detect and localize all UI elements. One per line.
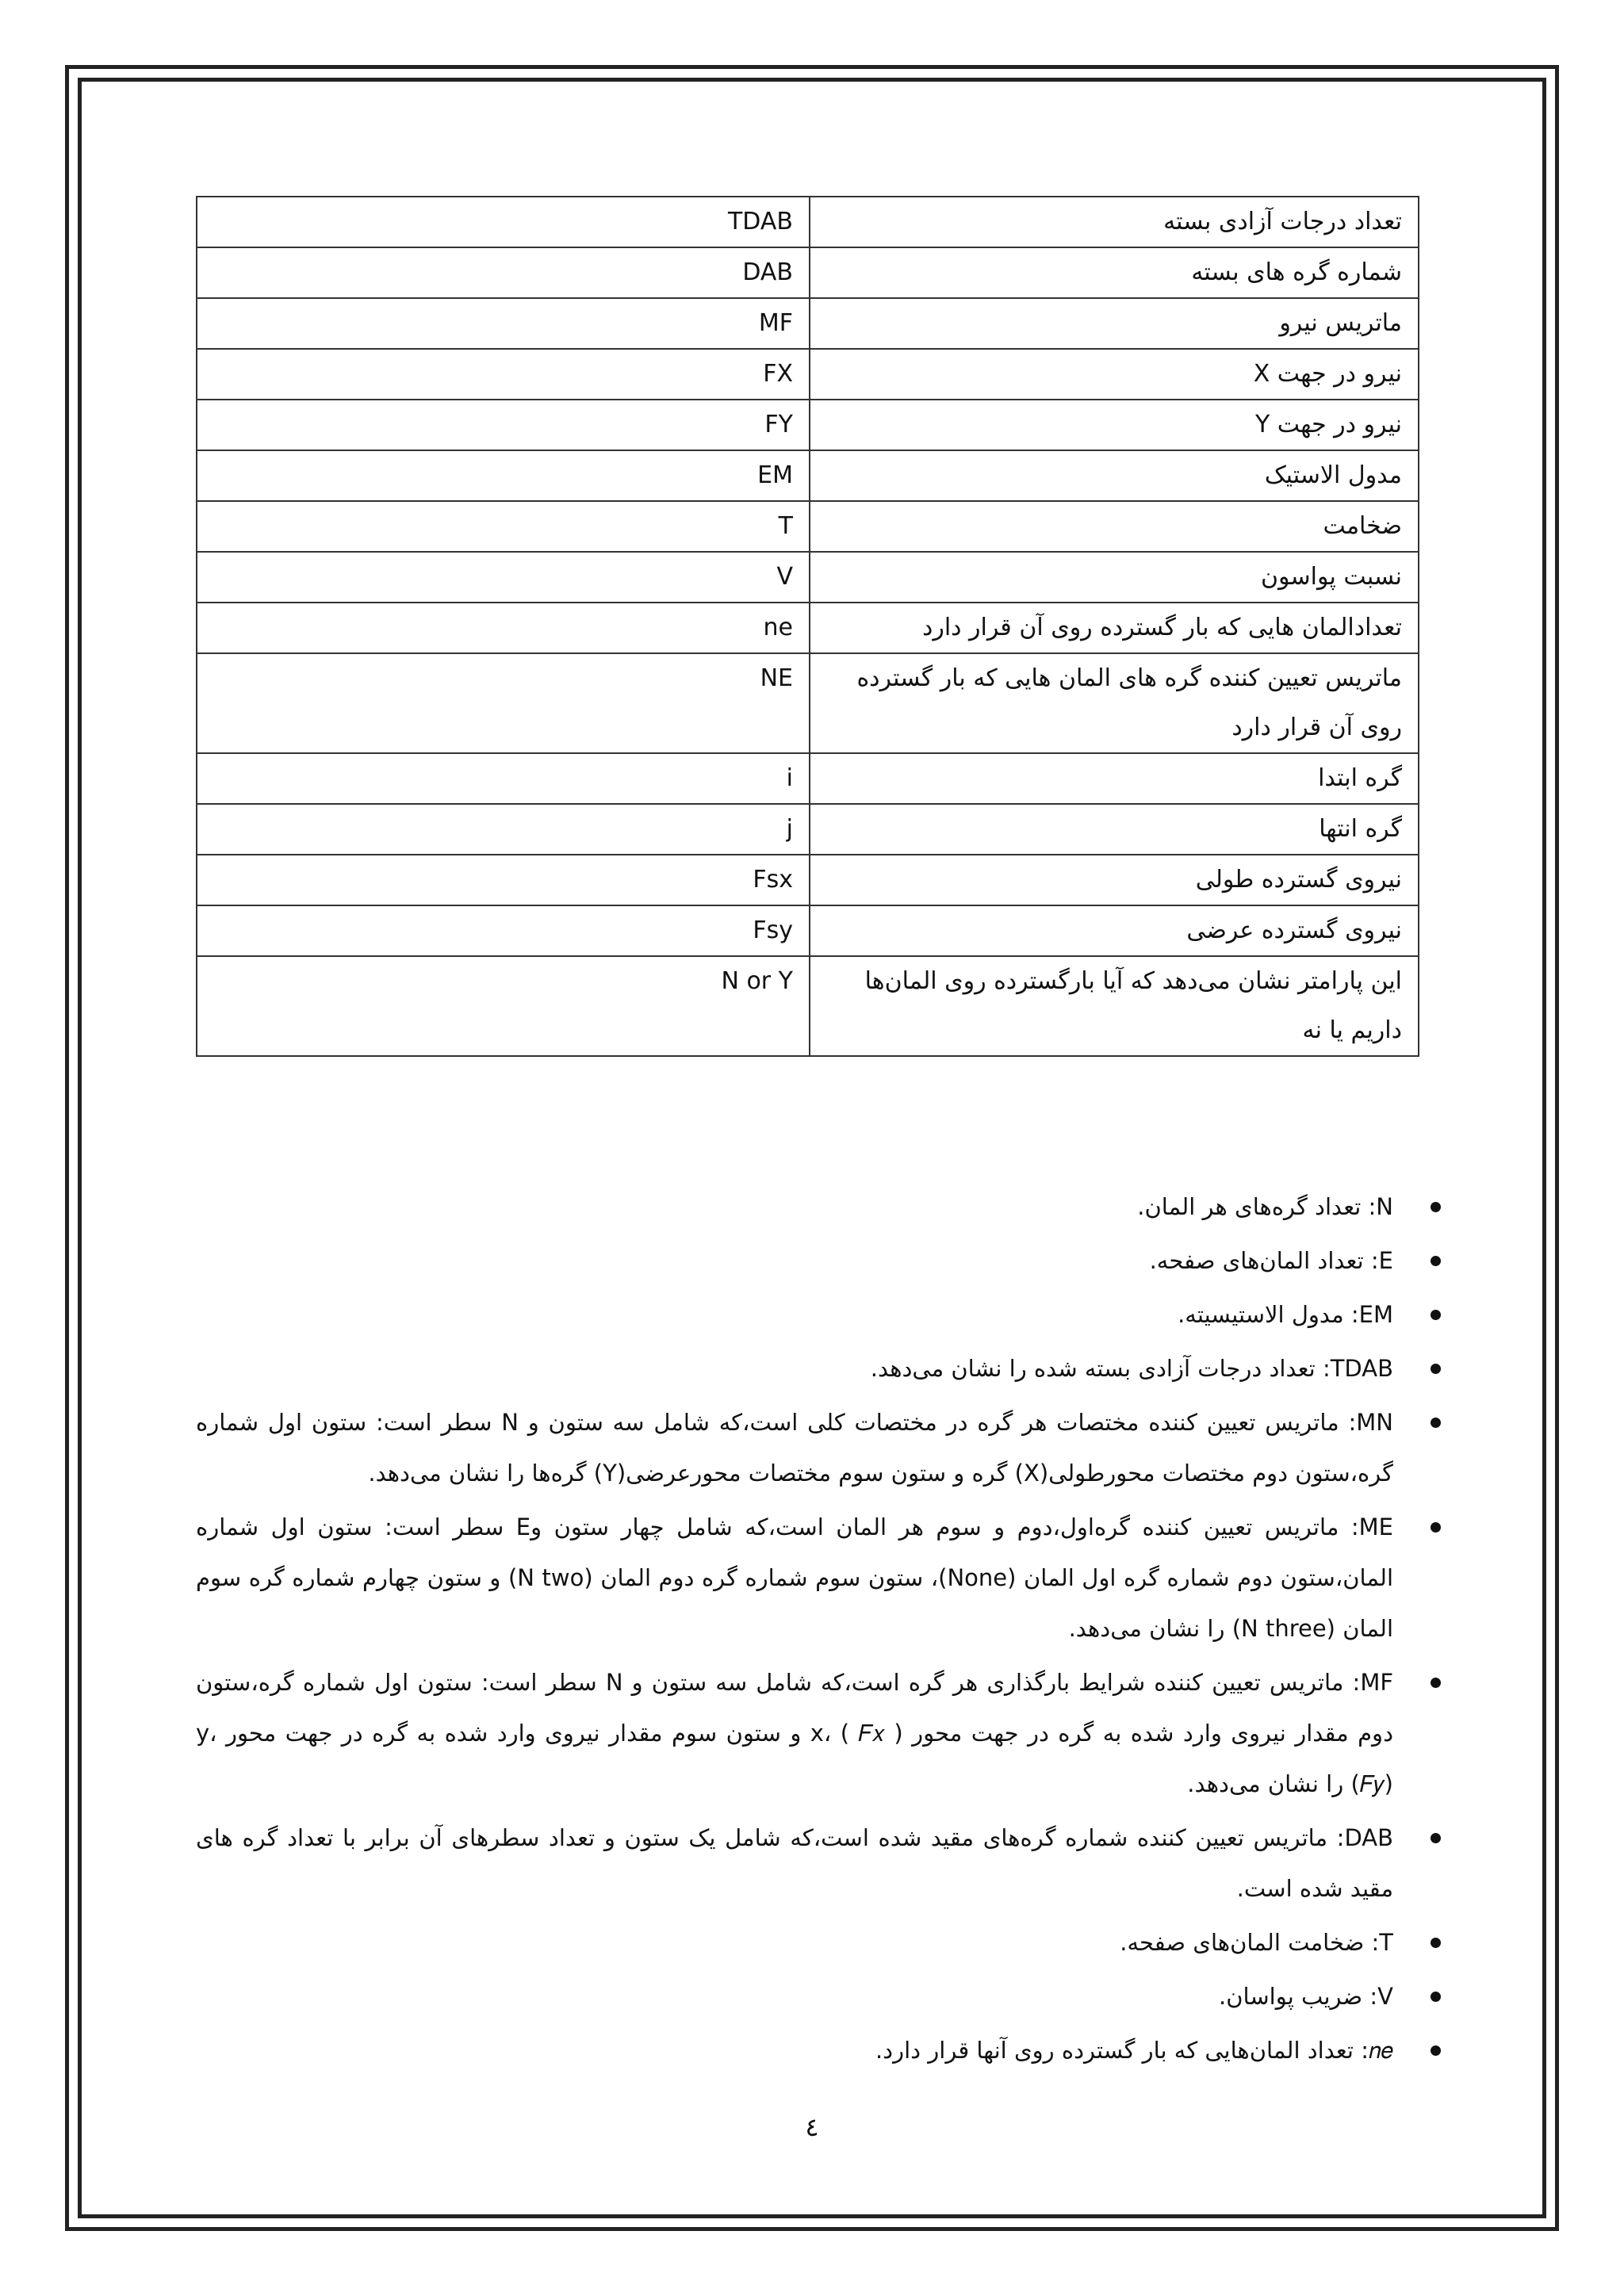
list-item [196, 1181, 1393, 1232]
table-row [197, 855, 1419, 905]
description-cell: تعداد درجات آزادی بسته [810, 197, 1419, 247]
description-cell: نیروی گسترده طولی [810, 855, 1419, 905]
symbol-cell: DAB [197, 247, 810, 298]
list-item [196, 1812, 1393, 1914]
bullet-text: : ماتریس تعیین کننده مختصات هر گره در مختصات کلی است،که شامل سه ستون و N سطر است: ستون اول شماره گره،ستون دوم مختصات محورطولی(X) گره و ستون سوم مختصات محورعرضی(Y) گره‌ها را نشان می‌دهد. [196, 1409, 1393, 1487]
list-item [196, 1502, 1393, 1654]
bullet-icon [1431, 1938, 1441, 1948]
bullet-term: TDAB [1330, 1355, 1393, 1382]
symbol-cell: ne [197, 603, 810, 653]
bullet-icon [1431, 1522, 1441, 1533]
symbol-cell: NE [197, 653, 810, 753]
symbol-cell: MF [197, 298, 810, 349]
bullet-term: EM [1358, 1301, 1393, 1328]
symbol-cell: T [197, 501, 810, 552]
bullet-term: MF [1360, 1669, 1394, 1696]
table-row [197, 956, 1419, 1056]
bullet-icon [1431, 1310, 1441, 1320]
bullet-term: T [1379, 1929, 1393, 1956]
bullet-term: ME [1358, 1513, 1393, 1540]
table-row [197, 247, 1419, 298]
description-cell: تعدادالمان هایی که بار گسترده روی آن قرار دارد [810, 603, 1419, 653]
description-cell: گره انتها [810, 804, 1419, 855]
symbol-cell: FY [197, 400, 810, 450]
description-cell: ضخامت [810, 501, 1419, 552]
definitions-list [196, 1181, 1393, 2079]
symbol-cell: V [197, 552, 810, 603]
bullet-icon [1431, 1833, 1441, 1843]
symbol-cell: TDAB [197, 197, 810, 247]
description-cell: ماتریس نیرو [810, 298, 1419, 349]
bullet-term: DAB [1344, 1824, 1393, 1851]
list-item [196, 1657, 1393, 1809]
table-row [197, 905, 1419, 956]
bullet-text: : ضریب پواسان. [1219, 1983, 1378, 2010]
bullet-text: : تعداد درجات آزادی بسته شده را نشان می‌دهد. [870, 1355, 1331, 1382]
list-item [196, 2025, 1393, 2076]
table-row [197, 349, 1419, 400]
symbol-cell: N or Y [197, 956, 810, 1056]
list-item [196, 1917, 1393, 1968]
description-cell: این پارامتر نشان می‌دهد که آیا بارگسترده روی المان‌ها داریم یا نه [810, 956, 1419, 1056]
bullet-icon [1431, 1202, 1441, 1212]
bullet-term: N [1376, 1193, 1393, 1220]
list-item [196, 1971, 1393, 2022]
list-item [196, 1289, 1393, 1340]
bullet-text: : مدول الاستیسیته. [1178, 1301, 1359, 1328]
table-row [197, 804, 1419, 855]
bullet-text: : ضخامت المان‌های صفحه. [1120, 1929, 1380, 1956]
symbol-cell: i [197, 753, 810, 804]
table-row [197, 653, 1419, 753]
bullet-term: 𝑛𝑒 [1368, 2037, 1393, 2064]
symbol-cell: Fsx [197, 855, 810, 905]
list-item [196, 1397, 1393, 1498]
bullet-icon [1431, 1364, 1441, 1374]
list-item [196, 1343, 1393, 1394]
list-item [196, 1235, 1393, 1286]
bullet-icon [1431, 1418, 1441, 1428]
description-cell: نیرو در جهت X [810, 349, 1419, 400]
description-cell: نیروی گسترده عرضی [810, 905, 1419, 956]
symbol-cell: EM [197, 450, 810, 501]
bullet-term: E [1378, 1247, 1393, 1274]
symbols-table [196, 196, 1419, 1057]
bullet-icon [1431, 2045, 1441, 2056]
description-cell: نسبت پواسون [810, 552, 1419, 603]
description-cell: مدول الاستیک [810, 450, 1419, 501]
page-number: ٤ [805, 2112, 819, 2142]
bullet-text: : تعداد المان‌های صفحه. [1149, 1247, 1379, 1274]
description-cell: نیرو در جهت Y [810, 400, 1419, 450]
table-row [197, 552, 1419, 603]
bullet-text: : ماتریس تعیین کننده شرایط بارگذاری هر گره است،که شامل سه ستون و N سطر است: ستون اول شماره گره،ستون دوم مقدار نیروی وارد شده به گره در جهت محور x، ( 𝐹𝑥 ) و ستون سوم مقدار نیروی وارد شده به گره در جهت محور y، (𝐹𝑦) را نشان می‌دهد. [196, 1669, 1393, 1797]
bullet-text: : ماتریس تعیین کننده گره‌اول،دوم و سوم هر المان است،که شامل چهار ستون وE سطر است: ستون اول شماره المان،ستون دوم شماره گره اول المان (None)، ستون سوم شماره گره دوم المان (N two) و ستون چهارم شماره گره سوم المان (N three) را نشان می‌دهد. [196, 1513, 1394, 1642]
table-row [197, 753, 1419, 804]
description-cell: گره ابتدا [810, 753, 1419, 804]
bullet-text: : ماتریس تعیین کننده شماره گره‌های مقید شده است،که شامل یک ستون و تعداد سطرهای آن برابر با تعداد گره های مقید شده است. [196, 1824, 1393, 1902]
symbol-cell: Fsy [197, 905, 810, 956]
bullet-text: : تعداد گره‌های هر المان. [1137, 1193, 1377, 1220]
table-row [197, 603, 1419, 653]
description-cell: ماتریس تعیین کننده گره های المان هایی که بار گسترده روی آن قرار دارد [810, 653, 1419, 753]
description-cell: شماره گره های بسته [810, 247, 1419, 298]
symbol-cell: j [197, 804, 810, 855]
bullet-icon [1431, 1678, 1441, 1688]
bullet-icon [1431, 1992, 1441, 2002]
table-row [197, 298, 1419, 349]
bullet-term: V [1377, 1983, 1393, 2010]
bullet-icon [1431, 1256, 1441, 1266]
table-row [197, 450, 1419, 501]
symbol-cell: FX [197, 349, 810, 400]
bullet-text: : تعداد المان‌هایی که بار گسترده روی آنها قرار دارد. [875, 2037, 1369, 2064]
bullet-term: MN [1356, 1409, 1393, 1436]
table-row [197, 501, 1419, 552]
table-row [197, 400, 1419, 450]
table-row [197, 197, 1419, 247]
